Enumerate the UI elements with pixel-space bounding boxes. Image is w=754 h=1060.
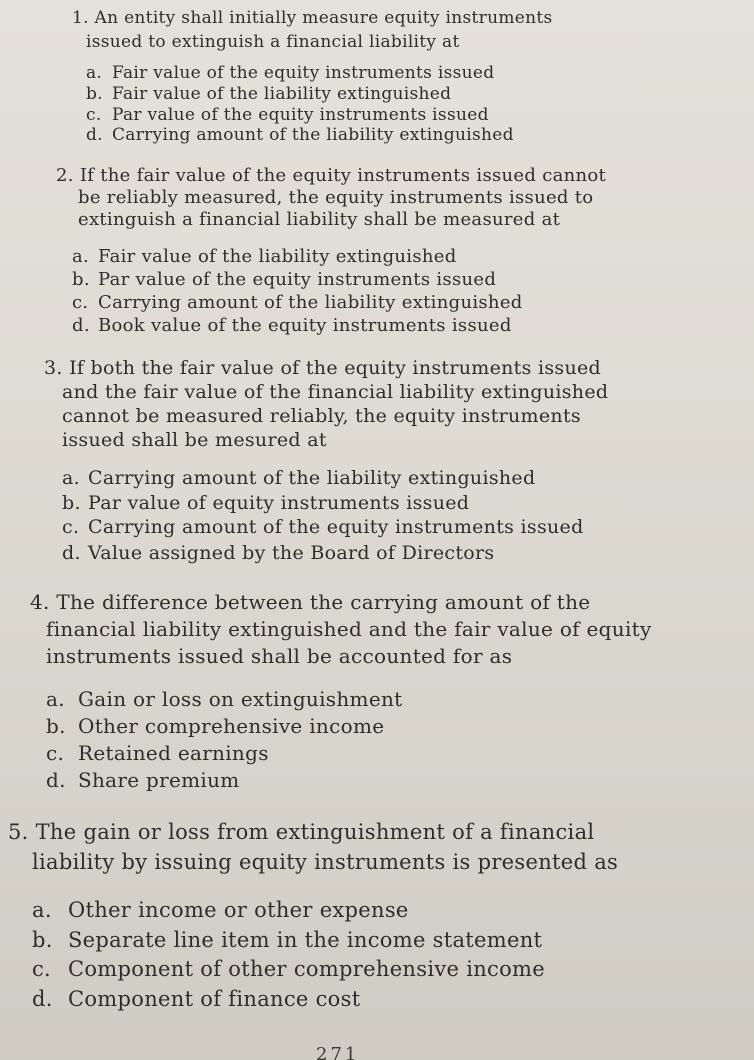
question-1-option-b: b. Fair value of the liability extinguished (86, 84, 452, 104)
question-5-option-a: a. Other income or other expense (32, 898, 409, 922)
question-1-stem-line-2: issued to extinguish a financial liability at (86, 32, 460, 52)
question-2-option-b: b. Par value of the equity instruments issued (72, 269, 497, 290)
question-3-option-d: d. Value assigned by the Board of Directors (62, 542, 495, 564)
question-5-option-d: d. Component of finance cost (32, 987, 361, 1011)
question-4-option-b: b. Other comprehensive income (46, 714, 385, 738)
question-3-option-c: c. Carrying amount of the equity instruments issued (62, 516, 584, 538)
question-1-option-c: c. Par value of the equity instruments issued (86, 105, 489, 125)
question-4-stem-line-3: instruments issued shall be accounted for as (46, 644, 513, 668)
question-3-stem-line-3: cannot be measured reliably, the equity instruments (62, 405, 581, 427)
question-2-option-d: d. Book value of the equity instruments issued (72, 315, 512, 336)
question-2-option-a: a. Fair value of the liability extinguished (72, 246, 457, 267)
question-3-stem-line-2: and the fair value of the financial liability extinguished (62, 381, 609, 403)
question-5-option-c: c. Component of other comprehensive income (32, 957, 545, 981)
question-5-stem-line-2: liability by issuing equity instruments is presented as (32, 850, 619, 874)
question-3-stem-line-1: 3. If both the fair value of the equity instruments issued (44, 357, 601, 379)
question-2-option-c: c. Carrying amount of the liability extinguished (72, 292, 523, 313)
question-3-option-b: b. Par value of equity instruments issued (62, 492, 470, 514)
question-1-option-d: d. Carrying amount of the liability extinguished (86, 125, 514, 145)
question-4-stem-line-1: 4. The difference between the carrying amount of the (30, 590, 591, 614)
question-4-option-a: a. Gain or loss on extinguishment (46, 687, 403, 711)
question-5-option-b: b. Separate line item in the income statement (32, 928, 543, 952)
question-1-stem-line-1: 1. An entity shall initially measure equity instruments (72, 8, 553, 28)
question-1-number: 1. (72, 8, 89, 28)
question-4-stem-line-2: financial liability extinguished and the fair value of equity (46, 617, 652, 641)
question-4-option-c: c. Retained earnings (46, 741, 269, 765)
question-3-number: 3. (44, 357, 63, 379)
question-5-number: 5. (8, 820, 29, 844)
question-2-stem-line-3: extinguish a financial liability shall be measured at (78, 209, 561, 230)
question-4-option-d: d. Share premium (46, 768, 240, 792)
question-2-stem-line-1: 2. If the fair value of the equity instruments issued cannot (56, 165, 607, 186)
question-3-stem-line-4: issued shall be mesured at (62, 429, 327, 451)
question-4-number: 4. (30, 590, 50, 614)
question-5-stem-line-1: 5. The gain or loss from extinguishment of a financial (8, 820, 595, 844)
page-number: 271 (316, 1044, 360, 1060)
question-2-stem-line-2: be reliably measured, the equity instruments issued to (78, 187, 594, 208)
question-1-option-a: a. Fair value of the equity instruments issued (86, 63, 495, 83)
question-3-option-a: a. Carrying amount of the liability extinguished (62, 467, 536, 489)
question-2-number: 2. (56, 165, 74, 186)
